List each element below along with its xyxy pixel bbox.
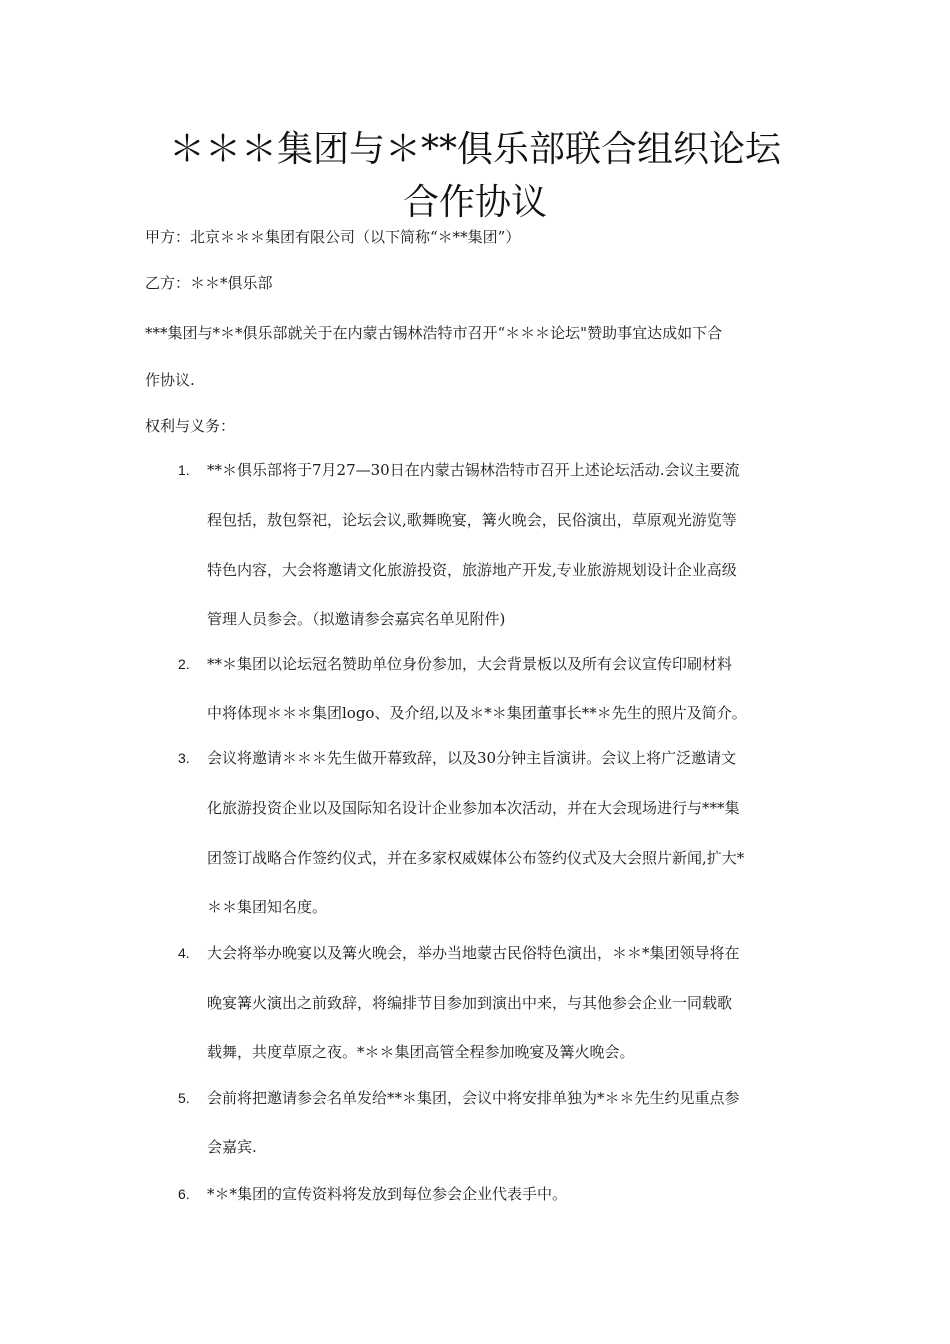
item-text-line: ＊＊集团知名度。 bbox=[207, 898, 328, 916]
item-text-line: 会议将邀请＊＊＊先生做开幕致辞，以及30分钟主旨演讲。会议上将广泛邀请文 bbox=[207, 749, 737, 767]
item-text-line: 载舞，共度草原之夜。*＊＊集团高管全程参加晚宴及篝火晚会。 bbox=[207, 1043, 635, 1061]
item-text-line: 会嘉宾. bbox=[207, 1138, 257, 1156]
item-text-line: 大会将举办晚宴以及篝火晚会，举办当地蒙古民俗特色演出，＊＊*集团领导将在 bbox=[207, 944, 740, 962]
item-text-line: 管理人员参会。（拟邀请参会嘉宾名单见附件) bbox=[207, 610, 506, 628]
section-heading: 权利与义务： bbox=[145, 417, 236, 435]
intro-line-1: ***集团与*＊*俱乐部就关于在内蒙古锡林浩特市召开“＊＊＊论坛"赞助事宜达成如下合 bbox=[145, 324, 723, 342]
intro-line-2: 作协议. bbox=[145, 371, 195, 389]
item-text-line: 程包括，敖包祭祀，论坛会议,歌舞晚宴，篝火晚会，民俗演出，草原观光游览等 bbox=[207, 511, 737, 529]
item-text-line: **＊俱乐部将于7月27—30日在内蒙古锡林浩特市召开上述论坛活动.会议主要流 bbox=[207, 461, 740, 479]
document-title-line-1: ＊＊＊集团与＊**俱乐部联合组织论坛 bbox=[168, 129, 781, 170]
item-number: 3. bbox=[178, 750, 190, 766]
item-text-line: **＊集团以论坛冠名赞助单位身份参加，大会背景板以及所有会议宣传印刷材料 bbox=[207, 655, 733, 673]
item-number: 1. bbox=[178, 462, 190, 478]
item-number: 5. bbox=[178, 1090, 190, 1106]
item-text-line: 化旅游投资企业以及国际知名设计企业参加本次活动，并在大会现场进行与***集 bbox=[207, 799, 740, 817]
item-number: 4. bbox=[178, 945, 190, 961]
item-number: 2. bbox=[178, 656, 190, 672]
party-a: 甲方：北京＊＊＊集团有限公司（以下简称“＊**集团”） bbox=[145, 228, 521, 246]
item-text-line: 中将体现＊＊＊集团logo、及介绍,以及＊*＊集团董事长**＊先生的照片及简介。 bbox=[207, 704, 747, 722]
item-text-line: *＊*集团的宣传资料将发放到每位参会企业代表手中。 bbox=[207, 1185, 568, 1203]
item-text-line: 会前将把邀请参会名单发给**＊集团，会议中将安排单独为*＊＊先生约见重点参 bbox=[207, 1089, 740, 1107]
party-b: 乙方：＊＊*俱乐部 bbox=[145, 274, 273, 292]
item-text-line: 特色内容，大会将邀请文化旅游投资，旅游地产开发,专业旅游规划设计企业高级 bbox=[207, 561, 737, 579]
item-number: 6. bbox=[178, 1186, 190, 1202]
document-title-line-2: 合作协议 bbox=[402, 182, 547, 223]
item-text-line: 团签订战略合作签约仪式，并在多家权威媒体公布签约仪式及大会照片新闻,扩大* bbox=[207, 849, 745, 867]
item-text-line: 晚宴篝火演出之前致辞，将编排节目参加到演出中来，与其他参会企业一同载歌 bbox=[207, 994, 733, 1012]
